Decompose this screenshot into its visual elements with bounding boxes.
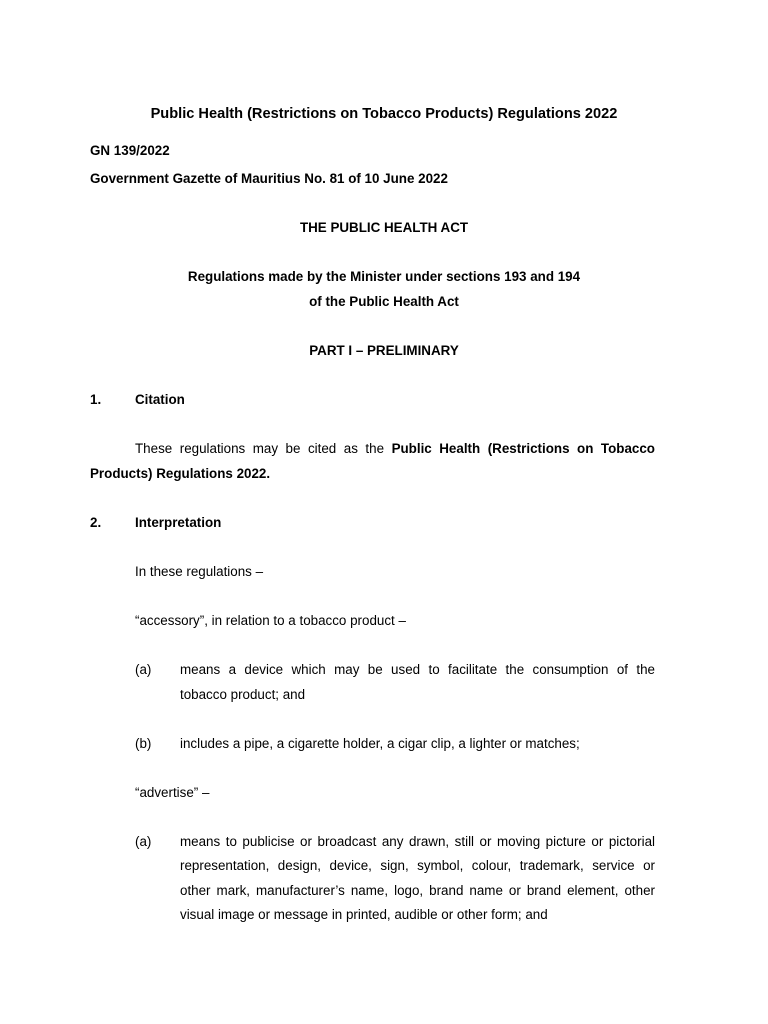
accessory-a-line-2: tobacco product; and	[180, 687, 306, 702]
part-heading: PART I – PRELIMINARY	[309, 343, 459, 358]
section-1-number: 1.	[90, 392, 102, 407]
advertise-a-line-2: representation, design, device, sign, symbol, colour, trademark, service or	[180, 858, 655, 873]
section-2-number: 2.	[90, 515, 102, 530]
citation-bold-text: Public Health (Restrictions on Tobacco	[391, 441, 655, 456]
section-2-heading: Interpretation	[135, 515, 222, 530]
gn-number: GN 139/2022	[90, 143, 170, 158]
made-by-line-1: Regulations made by the Minister under sections 193 and 194	[187, 269, 581, 284]
act-heading: THE PUBLIC HEALTH ACT	[299, 220, 469, 235]
advertise-a-line-3: other mark, manufacturer’s name, logo, brand name or brand element, other	[180, 883, 655, 898]
advertise-a-line-1: means to publicise or broadcast any drawn, still or moving picture or pictorial	[180, 834, 655, 849]
citation-plain-text: These regulations may be cited as the	[135, 441, 392, 456]
advertise-a-label: (a)	[135, 834, 152, 849]
section-1-heading: Citation	[135, 392, 185, 407]
section-1-paragraph-line-2: Products) Regulations 2022.	[90, 466, 271, 481]
accessory-definition: “accessory”, in relation to a tobacco product –	[135, 613, 406, 628]
accessory-b-label: (b)	[135, 736, 152, 751]
accessory-b-line-1: includes a pipe, a cigarette holder, a cigar clip, a lighter or matches;	[180, 736, 580, 751]
made-by-line-2: of the Public Health Act	[309, 294, 459, 309]
section-1-paragraph-line-1	[135, 440, 655, 458]
interpretation-intro: In these regulations –	[135, 564, 264, 579]
accessory-a-line-1: means a device which may be used to facilitate the consumption of the	[180, 662, 655, 677]
accessory-a-label: (a)	[135, 662, 152, 677]
advertise-a-line-4: visual image or message in printed, audible or other form; and	[180, 907, 548, 922]
gazette-reference: Government Gazette of Mauritius No. 81 of 10 June 2022	[90, 171, 448, 186]
document-title: Public Health (Restrictions on Tobacco Products) Regulations 2022	[150, 106, 618, 122]
advertise-definition: “advertise” –	[135, 785, 210, 800]
